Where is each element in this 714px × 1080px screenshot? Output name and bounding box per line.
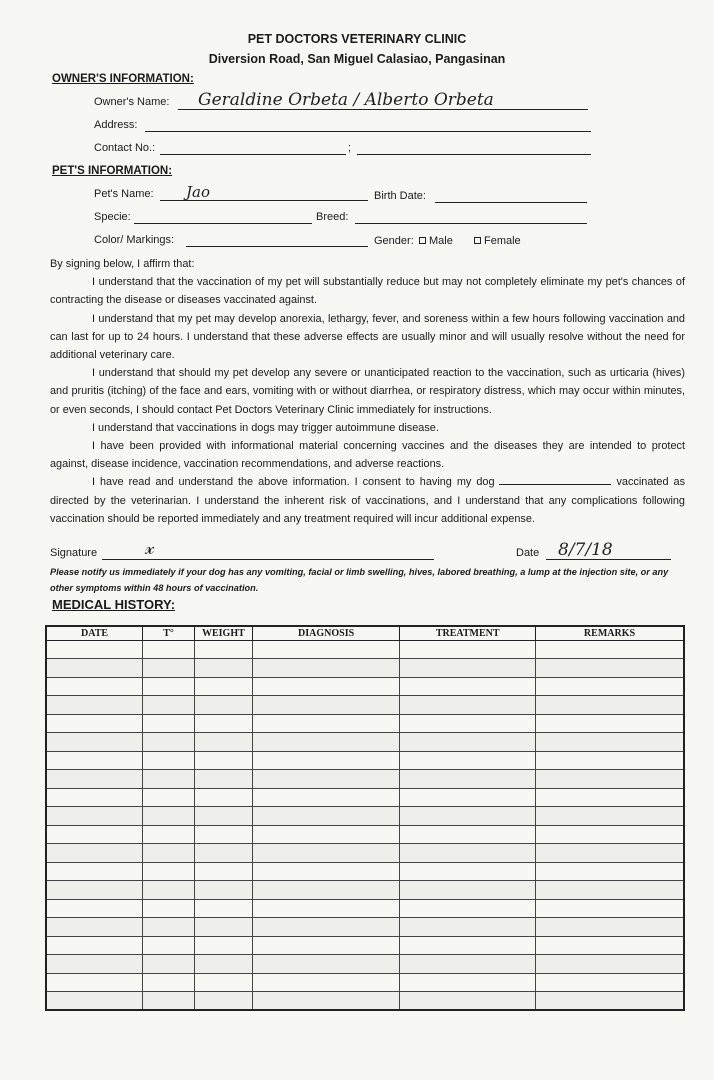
gender-label: Gender: [374,235,414,247]
signature-field[interactable] [102,559,434,560]
table-cell[interactable] [400,992,536,1011]
birth-date-field[interactable] [435,202,587,203]
consent-paragraph-3: I understand that should my pet develop any severe or unanticipated reaction to the vaccination, such as urticaria (hives) and pruritis (itching) of the face and ears, vomiting with or without diarrhea, or respiratory distress, which may occur within minutes, or even seconds, I should contact Pet Doctors Veterinary Clinic immediately for instructions. [50,367,685,416]
table-cell[interactable] [143,881,195,900]
table-cell[interactable] [400,659,536,678]
consent-paragraph-2: I understand that my pet may develop anorexia, lethargy, fever, and soreness within a few hours following vaccination and can last for up to 24 hours. I understand that these adverse effects are usually minor and will usually resolve without the need for additional veterinary care. [50,312,685,362]
table-row [46,714,684,733]
table-cell[interactable] [46,659,143,678]
table-cell[interactable] [252,825,400,844]
table-cell[interactable] [143,955,195,974]
table-cell[interactable] [194,640,252,659]
table-cell[interactable] [194,677,252,696]
table-cell[interactable] [535,640,684,659]
table-cell[interactable] [252,899,400,918]
table-cell[interactable] [400,918,536,937]
contact-field-1[interactable] [160,154,346,155]
date-field[interactable]: 8/7/18 [558,540,613,560]
medical-history-header-row [46,626,684,640]
table-cell[interactable] [143,973,195,992]
table-row [46,899,684,918]
table-cell[interactable] [400,733,536,752]
table-cell[interactable] [46,733,143,752]
table-cell[interactable] [535,788,684,807]
table-row [46,936,684,955]
table-row [46,659,684,678]
table-cell[interactable] [194,807,252,826]
table-row [46,788,684,807]
table-cell[interactable] [535,862,684,881]
table-cell[interactable] [400,696,536,715]
dog-name-field[interactable] [499,475,611,485]
table-cell[interactable] [143,788,195,807]
table-cell[interactable] [194,659,252,678]
table-cell[interactable] [535,733,684,752]
table-cell[interactable] [400,955,536,974]
table-cell[interactable] [400,788,536,807]
contact-separator: ; [348,142,352,154]
consent-paragraph-1: I understand that the vaccination of my pet will substantially reduce but may not completely eliminate my pet's chances of contracting the disease or diseases vaccinated against. [50,276,685,307]
table-cell[interactable] [143,862,195,881]
table-cell[interactable] [252,714,400,733]
address-field[interactable] [145,131,591,132]
table-cell[interactable] [46,751,143,770]
date-label: Date [516,547,540,559]
table-cell[interactable] [46,770,143,789]
pet-name-field[interactable]: Jao [186,183,210,201]
table-cell[interactable] [143,640,195,659]
table-cell[interactable] [252,918,400,937]
table-cell[interactable] [143,825,195,844]
notice-text: Please notify us immediately if your dog has any vomiting, facial or limb swelling, hives, labored breathing, a lump at the injection site, or any other symptoms within 48 hours of vaccination. [50,567,669,593]
table-cell[interactable] [400,899,536,918]
table-cell[interactable] [46,918,143,937]
table-row [46,881,684,900]
address-label: Address: [94,119,138,131]
female-checkbox[interactable] [474,237,481,244]
col-weight-header: WEIGHT [194,626,252,640]
table-cell[interactable] [194,696,252,715]
color-label: Color/ Markings: [94,234,175,246]
table-row [46,696,684,715]
table-cell[interactable] [252,733,400,752]
table-cell[interactable] [194,825,252,844]
table-cell[interactable] [46,899,143,918]
table-row [46,918,684,937]
table-cell[interactable] [252,659,400,678]
table-cell[interactable] [143,992,195,1011]
table-cell[interactable] [46,936,143,955]
table-row [46,733,684,752]
table-cell[interactable] [252,751,400,770]
table-cell[interactable] [535,973,684,992]
consent-block [50,255,685,528]
table-cell[interactable] [194,844,252,863]
gender-female-option[interactable] [474,235,521,247]
table-row [46,992,684,1011]
table-cell[interactable] [194,992,252,1011]
table-cell[interactable] [400,936,536,955]
col-date-header: DATE [46,626,143,640]
table-cell[interactable] [46,825,143,844]
table-cell[interactable] [252,862,400,881]
table-cell[interactable] [194,918,252,937]
table-cell[interactable] [400,677,536,696]
table-cell[interactable] [400,807,536,826]
table-cell[interactable] [143,918,195,937]
table-cell[interactable] [143,770,195,789]
medical-history-table [45,625,685,1011]
clinic-name: PET DOCTORS VETERINARY CLINIC [247,32,467,46]
table-cell[interactable] [46,807,143,826]
table-row [46,751,684,770]
table-cell[interactable] [535,751,684,770]
owner-name-field[interactable]: Geraldine Orbeta / Alberto Orbeta [198,90,494,110]
consent-p6-start: I have read and understand the above information. I consent to having my dog [92,476,495,489]
table-cell[interactable] [535,844,684,863]
table-cell[interactable] [194,733,252,752]
table-cell[interactable] [252,807,400,826]
table-cell[interactable] [400,881,536,900]
table-cell[interactable] [400,640,536,659]
table-cell[interactable] [46,955,143,974]
table-cell[interactable] [143,714,195,733]
table-cell[interactable] [46,640,143,659]
table-cell[interactable] [400,825,536,844]
table-cell[interactable] [46,696,143,715]
table-cell[interactable] [252,770,400,789]
table-cell[interactable] [535,881,684,900]
table-cell[interactable] [252,788,400,807]
pet-section-title: PET'S INFORMATION: [52,165,173,177]
table-cell[interactable] [535,918,684,937]
contact-label: Contact No.: [94,142,156,154]
table-cell[interactable] [194,899,252,918]
table-cell[interactable] [194,936,252,955]
table-row [46,973,684,992]
specie-label: Specie: [94,211,131,223]
table-cell[interactable] [535,992,684,1011]
table-row [46,640,684,659]
table-cell[interactable] [535,825,684,844]
table-cell[interactable] [535,659,684,678]
table-cell[interactable] [252,696,400,715]
table-cell[interactable] [46,677,143,696]
gender-male-option[interactable] [419,235,453,247]
consent-paragraph-6 [50,473,685,528]
table-cell[interactable] [46,714,143,733]
table-cell[interactable] [143,677,195,696]
table-cell[interactable] [194,751,252,770]
specie-field[interactable] [134,223,312,224]
medical-history-title: MEDICAL HISTORY: [52,597,176,612]
table-cell[interactable] [535,714,684,733]
medical-history-body [46,640,684,1010]
pet-name-label: Pet's Name: [94,188,154,200]
owner-name-label: Owner's Name: [94,96,170,108]
col-remarks-header: REMARKS [535,626,684,640]
table-cell[interactable] [143,844,195,863]
table-cell[interactable] [194,788,252,807]
table-cell[interactable] [194,714,252,733]
table-cell[interactable] [143,899,195,918]
table-cell[interactable] [535,955,684,974]
table-cell[interactable] [535,807,684,826]
clinic-address: Diversion Road, San Miguel Calasiao, Pangasinan [208,52,506,66]
female-label: Female [484,235,521,247]
table-cell[interactable] [194,955,252,974]
table-cell[interactable] [143,936,195,955]
table-cell[interactable] [535,936,684,955]
table-cell[interactable] [143,733,195,752]
col-temp-header: T° [143,626,195,640]
table-row [46,862,684,881]
table-row [46,844,684,863]
contact-field-2[interactable] [357,154,591,155]
table-cell[interactable] [46,844,143,863]
table-cell[interactable] [252,881,400,900]
table-row [46,955,684,974]
male-label: Male [429,235,453,247]
owner-section-title: OWNER'S INFORMATION: [52,73,194,85]
table-cell[interactable] [46,862,143,881]
table-cell[interactable] [143,659,195,678]
breed-label: Breed: [316,211,349,223]
table-row [46,770,684,789]
table-cell[interactable] [400,714,536,733]
table-cell[interactable] [400,973,536,992]
table-cell[interactable] [252,844,400,863]
table-row [46,807,684,826]
table-cell[interactable] [400,844,536,863]
table-cell[interactable] [252,955,400,974]
table-cell[interactable] [400,770,536,789]
table-cell[interactable] [46,881,143,900]
color-field[interactable] [186,246,368,247]
table-cell[interactable] [194,770,252,789]
table-cell[interactable] [400,751,536,770]
table-row [46,677,684,696]
table-cell[interactable] [194,862,252,881]
table-cell[interactable] [143,751,195,770]
breed-field[interactable] [355,223,587,224]
consent-paragraph-5: I have been provided with informational material concerning vaccines and the diseases they are intended to protect against, disease incidence, vaccination recommendations, and adverse reactions. [50,440,685,471]
table-cell[interactable] [252,936,400,955]
birth-date-label: Birth Date: [374,190,426,202]
table-row [46,825,684,844]
table-cell[interactable] [194,973,252,992]
table-cell[interactable] [46,788,143,807]
table-cell[interactable] [252,640,400,659]
table-cell[interactable] [252,677,400,696]
male-checkbox[interactable] [419,237,426,244]
table-cell[interactable] [535,770,684,789]
table-cell[interactable] [46,973,143,992]
table-cell[interactable] [143,807,195,826]
table-cell[interactable] [535,899,684,918]
signature-label: Signature [50,547,98,559]
table-cell[interactable] [252,992,400,1011]
col-treatment-header: TREATMENT [400,626,536,640]
consent-p6-end: vaccinated as directed by the veterinarian. I understand the inherent risk of vaccinations, and I understand that any complications following vaccination should be reported immediately and any treatment required will incur additional expense. [50,476,686,525]
consent-paragraph-4: I understand that vaccinations in dogs may trigger autoimmune disease. [92,421,439,434]
col-diagnosis-header: DIAGNOSIS [252,626,400,640]
table-cell[interactable] [252,973,400,992]
table-cell[interactable] [143,696,195,715]
table-cell[interactable] [535,696,684,715]
table-cell[interactable] [535,677,684,696]
table-cell[interactable] [400,862,536,881]
table-cell[interactable] [46,992,143,1011]
signature-mark-icon: 𝓍 [145,535,155,559]
consent-intro: By signing below, I affirm that: [50,258,195,270]
table-cell[interactable] [194,881,252,900]
